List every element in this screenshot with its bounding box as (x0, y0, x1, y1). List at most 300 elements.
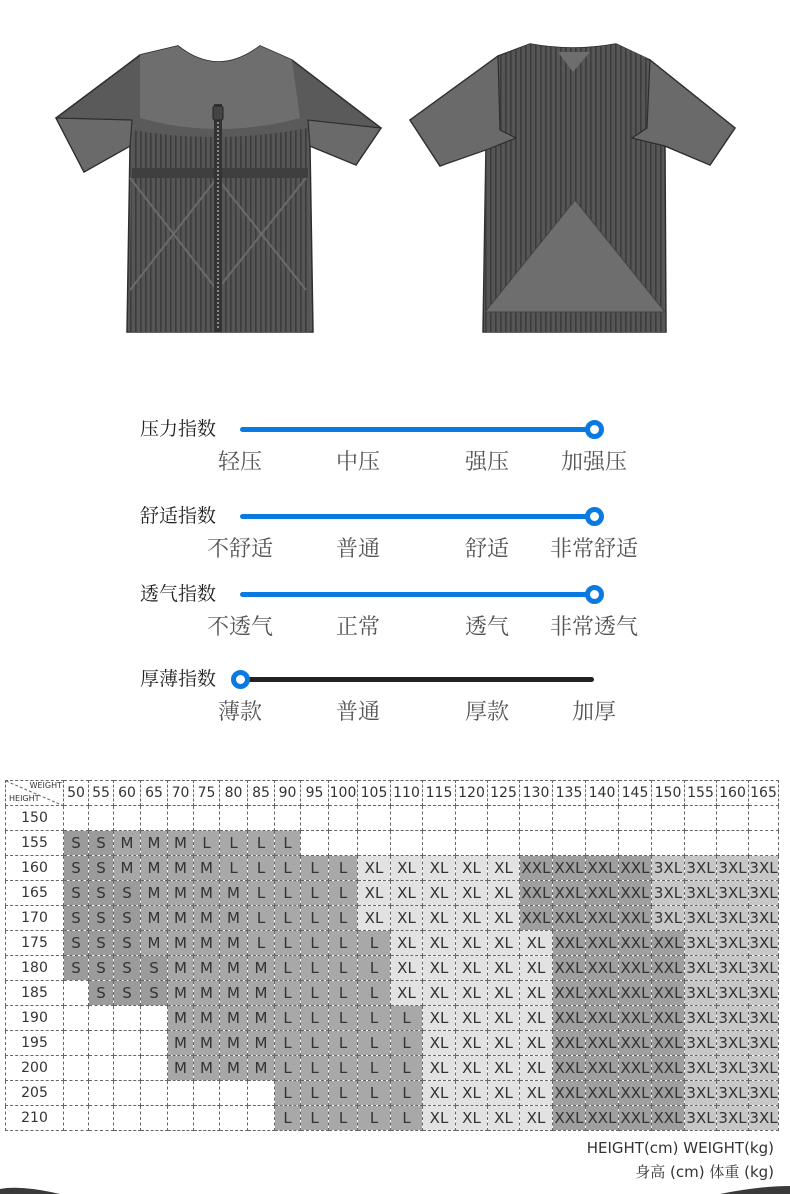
size-cell: XL (456, 956, 488, 981)
size-cell: M (194, 906, 220, 931)
size-cell: 3XL (685, 1056, 717, 1081)
size-cell: XXL (586, 981, 619, 1006)
size-cell: L (275, 956, 301, 981)
size-cell (89, 1006, 114, 1031)
size-cell: XL (423, 1056, 456, 1081)
size-cell: XXL (586, 1056, 619, 1081)
size-cell (89, 1031, 114, 1056)
size-chart-table (5, 780, 779, 1131)
size-cell: S (114, 881, 141, 906)
size-cell: XXL (553, 1081, 586, 1106)
size-cell: L (358, 1006, 391, 1031)
height-cell: 190 (6, 1006, 64, 1031)
size-cell: 3XL (717, 906, 749, 931)
size-cell (619, 831, 652, 856)
size-cell: L (248, 856, 275, 881)
size-cell: M (194, 931, 220, 956)
size-cell: XXL (586, 906, 619, 931)
size-cell: 3XL (685, 906, 717, 931)
size-cell: M (194, 1056, 220, 1081)
scale-level-label: 非常透气 (549, 615, 639, 640)
size-cell (194, 1106, 220, 1131)
size-cell: M (248, 1056, 275, 1081)
size-cell (220, 1106, 248, 1131)
size-cell: M (220, 881, 248, 906)
size-cell: XXL (520, 856, 553, 881)
size-cell (168, 1106, 194, 1131)
size-cell: 3XL (749, 1006, 779, 1031)
size-cell: L (275, 1031, 301, 1056)
size-cell: XL (488, 906, 520, 931)
scale-level-label: 强压 (464, 450, 510, 475)
size-cell: XXL (652, 956, 685, 981)
size-cell: 3XL (717, 1006, 749, 1031)
size-cell: XL (456, 1106, 488, 1131)
size-cell: XXL (619, 881, 652, 906)
size-cell: L (275, 906, 301, 931)
scale-title: 压力指数 (140, 418, 217, 440)
size-cell (141, 1056, 168, 1081)
scale-level-label: 普通 (335, 700, 381, 725)
size-cell (391, 806, 423, 831)
size-cell: XXL (619, 1006, 652, 1031)
size-cell: XXL (586, 931, 619, 956)
bottom-wave-decoration (0, 1182, 790, 1194)
size-cell: XXL (553, 981, 586, 1006)
size-cell: 3XL (749, 1056, 779, 1081)
size-cell: XL (456, 981, 488, 1006)
size-cell: XL (520, 1056, 553, 1081)
size-cell: XL (520, 1006, 553, 1031)
size-cell: XXL (652, 1081, 685, 1106)
size-cell (194, 806, 220, 831)
units-caption-en: HEIGHT(cm) WEIGHT(kg) (586, 1139, 774, 1157)
size-cell: XL (423, 856, 456, 881)
size-chart-row (6, 831, 779, 856)
size-chart-row (6, 906, 779, 931)
size-chart-row (6, 806, 779, 831)
scale-row (0, 582, 790, 662)
height-cell: 180 (6, 956, 64, 981)
size-cell: M (168, 981, 194, 1006)
size-cell: XL (456, 931, 488, 956)
size-cell (329, 806, 358, 831)
scale-indicator-knob (585, 420, 604, 439)
size-cell: XL (423, 931, 456, 956)
size-cell: L (248, 881, 275, 906)
size-cell (64, 981, 89, 1006)
weight-axis-label: WEIGHT (29, 781, 62, 790)
size-cell: L (329, 1006, 358, 1031)
size-cell (456, 806, 488, 831)
size-cell: M (141, 931, 168, 956)
weight-header-cell: 55 (89, 781, 114, 806)
size-cell: XXL (520, 881, 553, 906)
size-cell: 3XL (717, 1081, 749, 1106)
size-cell (301, 831, 329, 856)
size-cell (64, 1056, 89, 1081)
height-cell: 210 (6, 1106, 64, 1131)
weight-header-cell: 100 (329, 781, 358, 806)
size-cell: XL (488, 881, 520, 906)
scale-title: 透气指数 (140, 583, 217, 605)
size-cell: M (194, 856, 220, 881)
size-cell: XL (423, 1006, 456, 1031)
size-cell (114, 1081, 141, 1106)
size-cell: 3XL (685, 1006, 717, 1031)
size-cell: XXL (553, 881, 586, 906)
size-cell: M (248, 981, 275, 1006)
size-cell: M (168, 1031, 194, 1056)
size-cell: L (275, 856, 301, 881)
size-cell: L (194, 831, 220, 856)
size-cell: L (358, 931, 391, 956)
size-cell (248, 1106, 275, 1131)
size-cell (89, 806, 114, 831)
size-cell: XL (520, 1081, 553, 1106)
size-cell: M (168, 1056, 194, 1081)
size-cell: XL (488, 931, 520, 956)
size-cell: XXL (619, 856, 652, 881)
size-cell (248, 806, 275, 831)
size-cell: S (64, 906, 89, 931)
size-cell: XL (488, 981, 520, 1006)
size-cell: L (275, 881, 301, 906)
size-cell: XXL (619, 956, 652, 981)
size-cell: XXL (652, 1106, 685, 1131)
size-cell (456, 831, 488, 856)
size-cell: 3XL (749, 1031, 779, 1056)
size-cell: M (168, 881, 194, 906)
product-illustrations (0, 0, 790, 345)
size-cell: M (168, 831, 194, 856)
size-cell: XL (358, 906, 391, 931)
size-cell: 3XL (685, 981, 717, 1006)
scale-level-label: 中压 (335, 450, 381, 475)
size-chart-corner (6, 781, 64, 806)
size-cell: S (64, 956, 89, 981)
size-cell: XL (456, 1031, 488, 1056)
size-cell: XL (488, 856, 520, 881)
size-cell: M (248, 1006, 275, 1031)
size-cell: M (194, 1031, 220, 1056)
size-chart-row (6, 1056, 779, 1081)
weight-header-cell: 120 (456, 781, 488, 806)
scale-level-label: 普通 (335, 537, 381, 562)
size-cell: L (248, 931, 275, 956)
size-cell: XL (391, 981, 423, 1006)
size-cell (717, 831, 749, 856)
size-cell: 3XL (685, 881, 717, 906)
size-chart-row (6, 856, 779, 881)
size-cell (520, 831, 553, 856)
size-cell: 3XL (749, 881, 779, 906)
size-cell (64, 806, 89, 831)
scale-level-label: 不透气 (206, 615, 274, 640)
size-cell (749, 806, 779, 831)
size-cell: XXL (619, 1106, 652, 1131)
scale-level-label: 加强压 (560, 450, 628, 475)
size-chart-header-row (6, 781, 779, 806)
size-cell: M (220, 1056, 248, 1081)
size-cell: XXL (619, 1031, 652, 1056)
size-cell: L (391, 1031, 423, 1056)
size-cell: XL (391, 881, 423, 906)
size-cell: M (168, 931, 194, 956)
size-cell: L (358, 1081, 391, 1106)
size-cell: S (141, 981, 168, 1006)
size-cell: S (89, 831, 114, 856)
size-cell: M (220, 906, 248, 931)
size-cell: XXL (553, 1031, 586, 1056)
size-cell: 3XL (685, 1106, 717, 1131)
size-cell: S (114, 981, 141, 1006)
size-cell: L (391, 1081, 423, 1106)
size-cell: M (194, 881, 220, 906)
size-cell: XXL (586, 856, 619, 881)
size-cell: XXL (553, 906, 586, 931)
size-cell: XXL (553, 931, 586, 956)
size-cell: L (358, 1056, 391, 1081)
size-chart-row (6, 1081, 779, 1106)
size-cell: XL (520, 956, 553, 981)
units-caption-cn: 身高 (cm) 体重 (kg) (635, 1163, 774, 1181)
scale-title: 舒适指数 (140, 505, 217, 527)
height-cell: 155 (6, 831, 64, 856)
size-cell: L (301, 906, 329, 931)
size-cell (141, 1006, 168, 1031)
size-chart-row (6, 1006, 779, 1031)
size-cell: S (89, 956, 114, 981)
weight-header-cell: 85 (248, 781, 275, 806)
size-cell: L (329, 956, 358, 981)
size-cell: L (301, 1106, 329, 1131)
size-cell: L (301, 1056, 329, 1081)
size-cell (141, 1031, 168, 1056)
size-cell (114, 806, 141, 831)
size-cell: XL (488, 956, 520, 981)
height-cell: 195 (6, 1031, 64, 1056)
size-cell: XXL (586, 1081, 619, 1106)
size-cell: 3XL (717, 1031, 749, 1056)
size-cell: XXL (652, 1006, 685, 1031)
weight-header-cell: 80 (220, 781, 248, 806)
size-cell: XL (358, 881, 391, 906)
size-cell: XXL (520, 906, 553, 931)
size-cell: 3XL (717, 881, 749, 906)
scale-level-label: 舒适 (464, 537, 510, 562)
size-cell (358, 806, 391, 831)
size-cell: XL (488, 1106, 520, 1131)
size-cell: XXL (652, 981, 685, 1006)
size-cell (586, 831, 619, 856)
size-cell: L (248, 831, 275, 856)
size-cell: XL (520, 1106, 553, 1131)
size-cell (685, 831, 717, 856)
size-cell (168, 1081, 194, 1106)
size-cell: M (194, 1006, 220, 1031)
size-cell: M (220, 1006, 248, 1031)
size-cell: M (194, 981, 220, 1006)
size-cell: L (275, 1056, 301, 1081)
size-cell: XXL (619, 1056, 652, 1081)
size-cell (141, 1106, 168, 1131)
size-cell: 3XL (685, 956, 717, 981)
size-cell: XL (456, 881, 488, 906)
size-cell (652, 806, 685, 831)
scale-indicator-knob (585, 585, 604, 604)
size-chart-row (6, 956, 779, 981)
size-cell: 3XL (717, 981, 749, 1006)
weight-header-cell: 150 (652, 781, 685, 806)
size-cell: XXL (586, 881, 619, 906)
scale-level-label: 非常舒适 (549, 537, 639, 562)
size-cell: L (329, 1106, 358, 1131)
size-cell (553, 831, 586, 856)
size-cell: XXL (586, 1031, 619, 1056)
scale-level-label: 正常 (335, 615, 381, 640)
scale-row (0, 417, 790, 497)
size-cell (114, 1006, 141, 1031)
size-cell: L (301, 1081, 329, 1106)
garment-front-view (56, 46, 381, 332)
size-cell: 3XL (749, 956, 779, 981)
size-cell: XXL (553, 1056, 586, 1081)
weight-header-cell: 135 (553, 781, 586, 806)
size-cell: XL (488, 1056, 520, 1081)
size-cell (89, 1056, 114, 1081)
size-cell (619, 806, 652, 831)
size-cell: XL (391, 856, 423, 881)
size-cell (114, 1056, 141, 1081)
size-cell: XL (456, 1056, 488, 1081)
size-cell: XL (423, 1106, 456, 1131)
size-cell: L (329, 1081, 358, 1106)
size-cell: L (275, 1006, 301, 1031)
size-cell: L (301, 1031, 329, 1056)
scale-level-label: 加厚 (571, 700, 617, 725)
weight-header-cell: 125 (488, 781, 520, 806)
weight-header-cell: 75 (194, 781, 220, 806)
scale-track (240, 514, 594, 519)
size-cell: XXL (586, 1106, 619, 1131)
size-cell (717, 806, 749, 831)
size-cell: 3XL (652, 906, 685, 931)
size-cell: L (329, 881, 358, 906)
weight-header-cell: 110 (391, 781, 423, 806)
size-cell: L (301, 931, 329, 956)
size-cell (488, 831, 520, 856)
size-cell: M (141, 881, 168, 906)
size-cell: L (391, 1006, 423, 1031)
size-cell: XXL (619, 906, 652, 931)
size-cell: XL (423, 981, 456, 1006)
size-cell (220, 806, 248, 831)
size-cell: L (329, 1056, 358, 1081)
size-cell: XXL (553, 1006, 586, 1031)
size-cell: XXL (586, 956, 619, 981)
size-cell: XL (456, 906, 488, 931)
size-cell: XXL (553, 856, 586, 881)
weight-header-cell: 95 (301, 781, 329, 806)
weight-header-cell: 160 (717, 781, 749, 806)
scale-level-label: 薄款 (217, 700, 263, 725)
height-cell: 185 (6, 981, 64, 1006)
size-cell: S (114, 956, 141, 981)
size-cell: S (64, 856, 89, 881)
size-cell: XL (456, 1081, 488, 1106)
size-cell (391, 831, 423, 856)
scale-level-label: 透气 (464, 615, 510, 640)
size-cell (749, 831, 779, 856)
weight-header-cell: 115 (423, 781, 456, 806)
size-cell: XL (391, 956, 423, 981)
size-cell: 3XL (749, 856, 779, 881)
size-cell: XXL (652, 931, 685, 956)
weight-header-cell: 130 (520, 781, 553, 806)
weight-header-cell: 65 (141, 781, 168, 806)
size-cell: M (168, 1006, 194, 1031)
size-cell: M (168, 906, 194, 931)
size-cell: L (329, 906, 358, 931)
size-cell (64, 1081, 89, 1106)
size-cell: XL (423, 1031, 456, 1056)
scale-title: 厚薄指数 (140, 668, 217, 690)
size-chart-row (6, 981, 779, 1006)
size-cell: S (89, 931, 114, 956)
scale-level-label: 厚款 (464, 700, 510, 725)
size-cell: L (220, 856, 248, 881)
size-chart-row (6, 1031, 779, 1056)
size-cell: XL (488, 1031, 520, 1056)
size-cell: S (89, 856, 114, 881)
size-cell: 3XL (717, 956, 749, 981)
size-cell: L (275, 1081, 301, 1106)
height-cell: 175 (6, 931, 64, 956)
size-cell: L (275, 831, 301, 856)
scale-track (240, 677, 594, 682)
height-cell: 165 (6, 881, 64, 906)
size-cell: XL (520, 1031, 553, 1056)
size-cell (64, 1106, 89, 1131)
size-cell: L (358, 1031, 391, 1056)
size-cell: L (220, 831, 248, 856)
size-cell: XL (423, 1081, 456, 1106)
size-cell: XL (391, 931, 423, 956)
weight-header-cell: 70 (168, 781, 194, 806)
size-cell: L (358, 1106, 391, 1131)
size-cell: L (329, 856, 358, 881)
size-cell: L (301, 881, 329, 906)
size-cell: M (220, 956, 248, 981)
size-cell: S (114, 931, 141, 956)
size-cell: XL (456, 1006, 488, 1031)
height-cell: 170 (6, 906, 64, 931)
size-cell: L (301, 956, 329, 981)
size-cell (114, 1106, 141, 1131)
height-axis-label: HEIGHT (9, 794, 40, 803)
size-cell: 3XL (749, 981, 779, 1006)
size-cell: L (329, 1031, 358, 1056)
size-cell: L (275, 931, 301, 956)
size-cell: M (248, 1031, 275, 1056)
size-cell (220, 1081, 248, 1106)
size-cell (64, 1031, 89, 1056)
size-cell: 3XL (717, 931, 749, 956)
size-cell: M (194, 956, 220, 981)
size-cell (423, 831, 456, 856)
size-cell: S (64, 881, 89, 906)
